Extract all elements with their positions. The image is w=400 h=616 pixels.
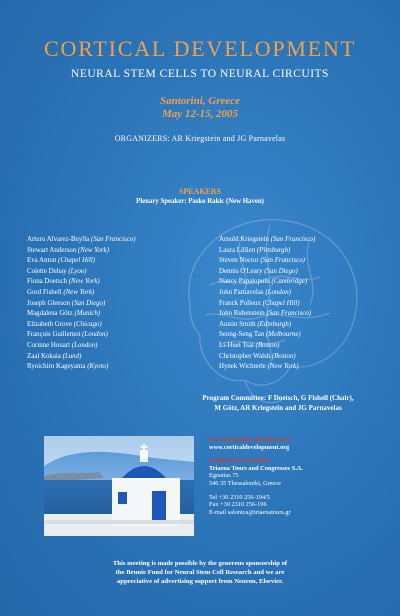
speaker-item: Corinne Houart (London) [27,341,98,349]
speaker-item: Li-Huei Tsai (Boston) [219,341,280,349]
speaker-item: Arnold Kriegstein (San Francisco) [219,236,316,243]
speaker-item: Eva Anton (Chapel Hill) [27,257,95,265]
plenary-speaker: Plenary Speaker: Pasko Rakic (New Haven) [136,198,264,205]
speaker-item: Gord Fishell (New York) [27,288,95,296]
speaker-item: Fiona Doetsch (New York) [27,278,100,286]
venue-place: Santorini, Greece [159,95,241,107]
speaker-item: Laura Lillien (Pittsburgh) [219,246,291,254]
footer-line: This meeting is made possible by the generous sponsorship of [112,560,288,567]
speaker-item: Christopher Walsh (Boston) [219,352,296,360]
info-block [209,436,303,516]
sponsorship-note [52,559,348,586]
fax-number: Fax +30 2310 256-196 [209,501,267,509]
speaker-item: Elizabeth Grove (Chicago) [27,320,102,328]
website-link[interactable]: www.corticaldevelopment.org [209,443,290,451]
speaker-item: John Parnavelas (London) [219,288,291,296]
info-heading: For information and abstracts [209,436,291,443]
committee-line: M Götz, AR Kriegstein and JG Parnavelas [214,404,342,412]
poster-title: CORTICAL DEVELOPMENT [44,36,356,61]
santorini-church-photo [44,436,194,536]
speaker-item: Nancy Papalopulu (Cambridge) [219,278,308,286]
venue-block [0,95,400,121]
speaker-item: Franck Polleux (Chapel Hill) [219,299,300,307]
speaker-list-right [219,235,315,373]
speaker-item: John Rubenstein (San Francisco) [219,310,312,318]
footer-line: appreciative of advertising support from Neuron, Elsevier. [116,578,284,585]
program-committee [168,393,388,413]
secretariat-city: 546 35 Thessaloniki, Greece [209,479,281,487]
committee-line: Program Committee: F Doetsch, G Fishell (Chair), [202,394,354,402]
footer-line: the Brunie Fund for Neural Stem Cell Research and we are [115,569,285,576]
speaker-item: François Guillemot (London) [27,331,108,339]
speaker-item: Zaal Kokaia (Lund) [27,352,82,360]
speaker-item: Magdalena Götz (Munich) [27,310,101,318]
speaker-item: Dennis O'Leary (San Diego) [219,267,298,275]
speaker-item: Steven Noctor (San Francisco) [219,257,305,265]
venue-dates: May 12-15, 2005 [161,108,239,120]
speaker-item: Joseph Gleeson (San Diego) [27,299,106,307]
speaker-item: Hynek Wichterle (New York) [219,363,299,371]
speaker-list-left [27,235,136,373]
phone-number: Tel +30 2310 256-194/5 [209,493,271,501]
secretariat-org: Triaena Tours and Congresses S.A. [209,464,303,472]
speaker-item: Colette Dehay (Lyon) [27,267,87,275]
secretariat-street: Egnatias 75 [209,472,239,480]
speaker-item: Arturo Alvarez-Buylla (San Francisco) [27,236,136,243]
organizers-line: ORGANIZERS: AR Kriegstein and JG Parnavelas [114,134,286,143]
email-link[interactable]: E-mail salonica@triaenatours.gr [209,508,291,516]
speaker-item: Stewart Anderson (New York) [27,246,109,254]
secretariat-heading: Conference secretariat [209,457,270,465]
speaker-item: Ryoichiro Kageyama (Kyoto) [27,363,109,371]
speakers-heading: SPEAKERS [178,187,222,196]
poster-subtitle: NEURAL STEM CELLS TO NEURAL CIRCUITS [71,68,329,80]
speaker-item: Austin Smith (Edinburgh) [219,320,292,328]
speaker-item: Seong-Seng Tan (Melbourne) [219,331,301,339]
